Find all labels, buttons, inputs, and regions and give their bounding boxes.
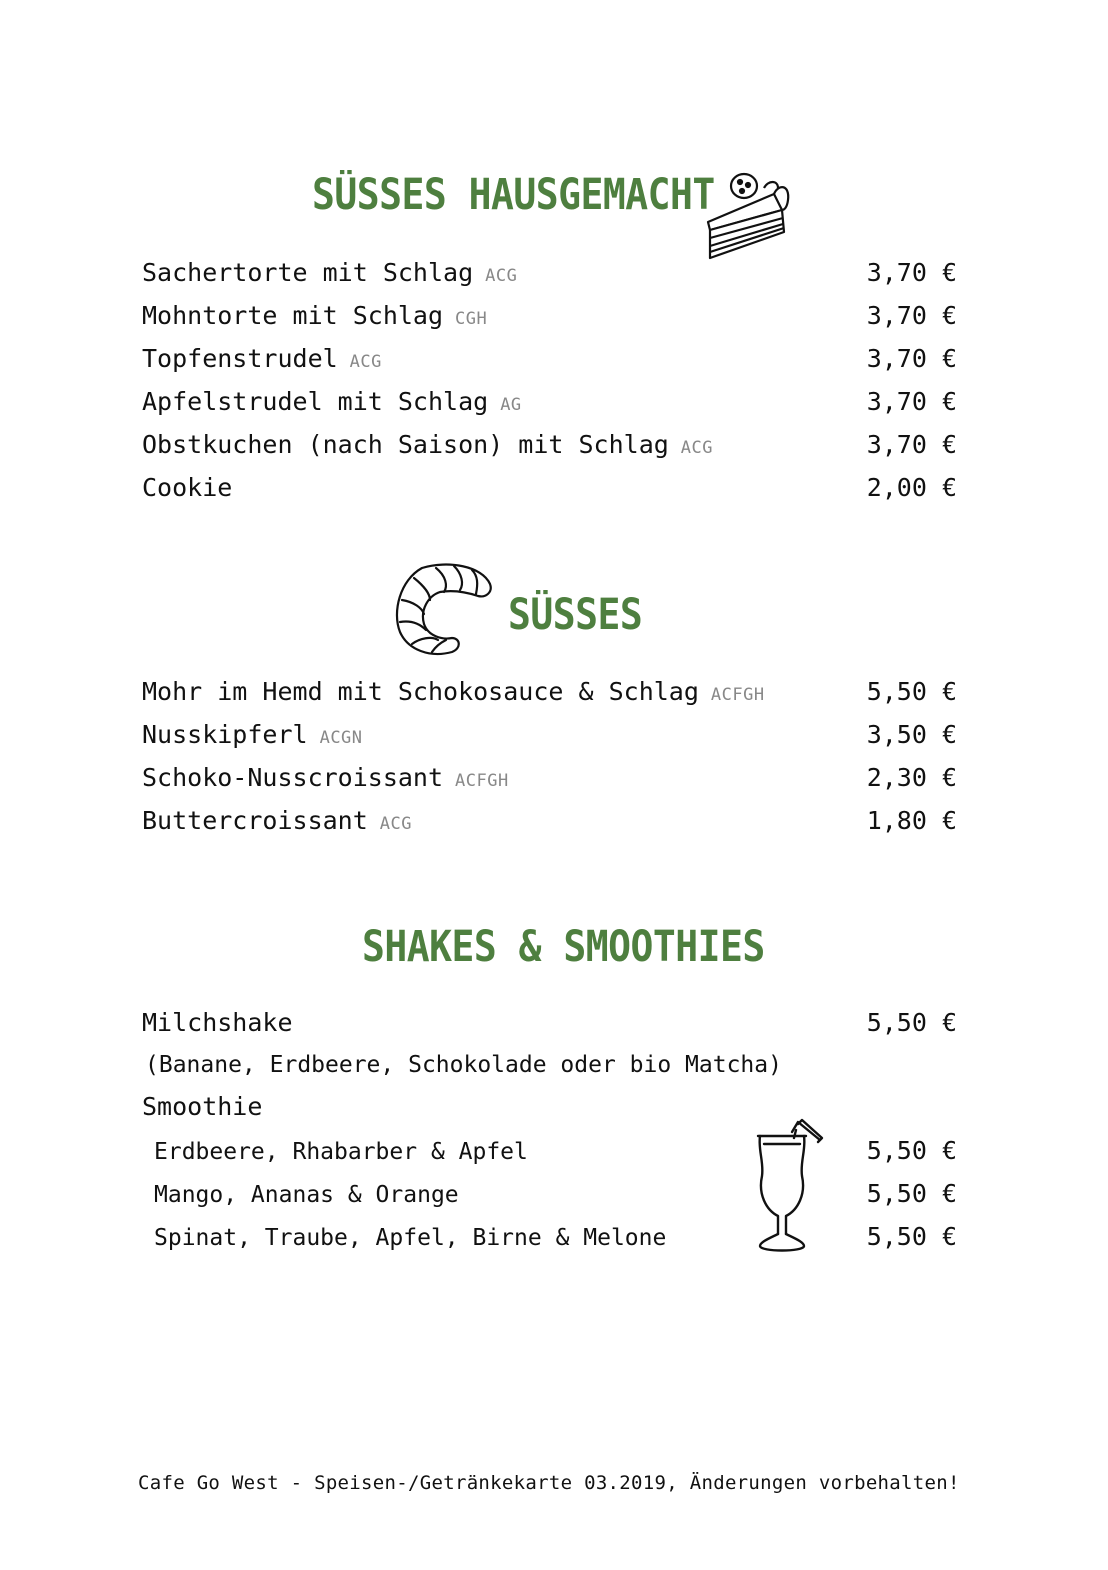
item-allergens: AG (500, 395, 522, 415)
variant-name: Erdbeere, Rhabarber & Apfel (154, 1139, 528, 1165)
variant-name: Mango, Ananas & Orange (154, 1182, 459, 1208)
section-title-suesses: SÜSSES (508, 590, 643, 640)
item-price: 3,50 € (866, 720, 957, 749)
menu-item (142, 344, 957, 378)
item-allergens: ACG (680, 438, 714, 458)
menu-item (142, 473, 957, 507)
variant-name: Spinat, Traube, Apfel, Birne & Melone (154, 1225, 667, 1251)
croissant-icon (390, 556, 498, 660)
item-name: Obstkuchen (nach Saison) mit Schlag (142, 430, 669, 459)
menu-item (142, 763, 957, 797)
menu-item (142, 387, 957, 421)
item-price: 3,70 € (866, 430, 957, 459)
item-name: Cookie (142, 473, 233, 502)
menu-item-milchshake (142, 1008, 957, 1042)
menu-item (142, 806, 957, 840)
item-name: Nusskipferl (142, 720, 308, 749)
item-name: Mohr im Hemd mit Schokosauce & Schlag (142, 677, 699, 706)
menu-item (142, 430, 957, 464)
item-name: Apfelstrudel mit Schlag (142, 387, 489, 416)
smoothie-variant (154, 1179, 957, 1211)
smoothie-variant (154, 1136, 957, 1168)
item-price: 3,70 € (866, 258, 957, 287)
item-price: 2,30 € (866, 763, 957, 792)
item-name: Schoko-Nusscroissant (142, 763, 444, 792)
cocktail-glass-icon (750, 1118, 826, 1256)
item-price: 2,00 € (866, 473, 957, 502)
item-allergens: ACFGH (455, 771, 509, 791)
section-title-shakes: SHAKES & SMOOTHIES (362, 922, 765, 972)
item-allergens: ACG (485, 266, 518, 286)
variant-price: 5,50 € (866, 1136, 957, 1165)
menu-item-smoothie (142, 1092, 957, 1126)
smoothie-variant (154, 1222, 957, 1254)
item-price: 3,70 € (866, 301, 957, 330)
item-allergens: ACGN (319, 728, 363, 748)
item-name: Buttercroissant (142, 806, 368, 835)
item-name: Milchshake (142, 1008, 293, 1037)
item-allergens: ACG (349, 352, 382, 372)
menu-item (142, 301, 957, 335)
item-allergens: ACG (379, 814, 412, 834)
cake-slice-icon (704, 170, 792, 266)
footer-note: Cafe Go West - Speisen-/Getränkekarte 03.2019, Änderungen vorbehalten! (138, 1472, 960, 1494)
menu-item (142, 677, 957, 711)
item-price: 3,70 € (866, 387, 957, 416)
item-price: 5,50 € (866, 1008, 957, 1037)
menu-item (142, 258, 957, 292)
item-name: Topfenstrudel (142, 344, 338, 373)
milchshake-flavors: (Banane, Erdbeere, Schokolade oder bio Matcha) (145, 1052, 782, 1078)
item-name: Mohntorte mit Schlag (142, 301, 444, 330)
variant-price: 5,50 € (866, 1179, 957, 1208)
menu-item (142, 720, 957, 754)
variant-price: 5,50 € (866, 1222, 957, 1251)
item-price: 5,50 € (866, 677, 957, 706)
item-name: Sachertorte mit Schlag (142, 258, 474, 287)
item-allergens: CGH (455, 309, 488, 329)
item-price: 3,70 € (866, 344, 957, 373)
item-price: 1,80 € (866, 806, 957, 835)
section-title-hausgemacht: SÜSSES HAUSGEMACHT (312, 170, 715, 220)
item-allergens: ACFGH (710, 685, 765, 705)
item-name: Smoothie (142, 1092, 263, 1121)
